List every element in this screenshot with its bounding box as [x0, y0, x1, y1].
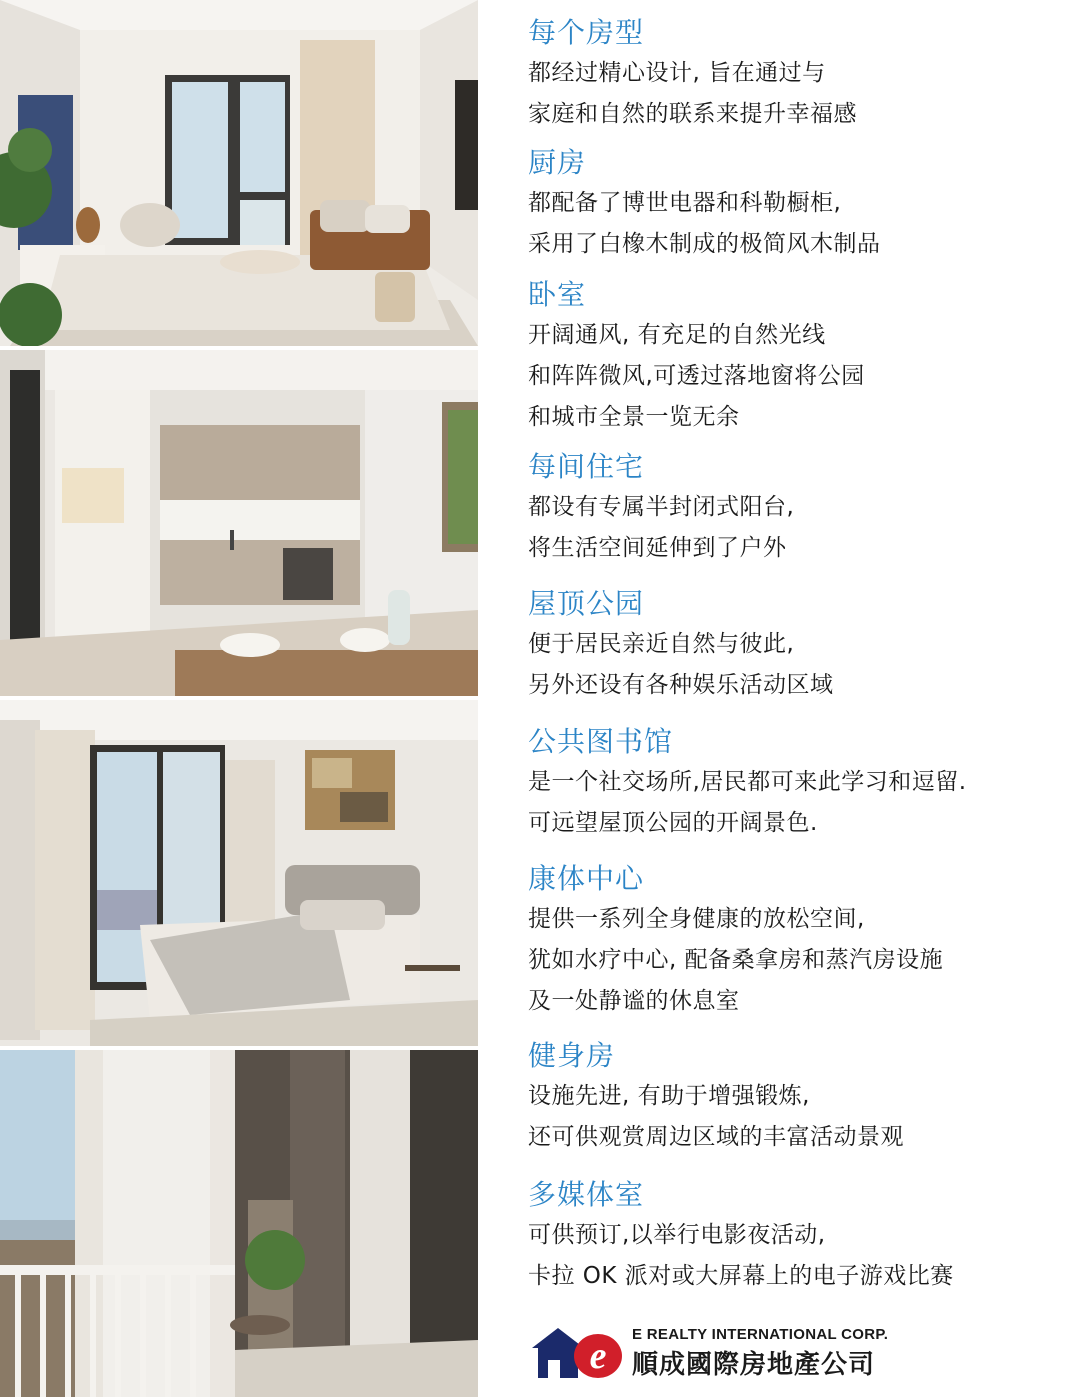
section-line: 是一个社交场所,居民都可来此学习和逗留.: [528, 769, 967, 795]
section-line: 提供一系列全身健康的放松空间,: [528, 906, 865, 932]
section-line: 采用了白橡木制成的极简风木制品: [528, 231, 881, 257]
section-line: 另外还设有各种娱乐活动区域: [528, 672, 834, 698]
section-title: 卧室: [528, 278, 587, 311]
company-logo: [528, 1322, 948, 1382]
section-line: 卡拉 OK 派对或大屏幕上的电子游戏比赛: [528, 1263, 954, 1289]
section-line: 和阵阵微风,可透过落地窗将公园: [528, 363, 865, 389]
section-rooftop-park: [528, 584, 1080, 706]
section-wellness-center: [528, 859, 1080, 1022]
section-line: 都设有专属半封闭式阳台,: [528, 494, 795, 520]
section-line: 及一处静谧的休息室: [528, 988, 740, 1014]
section-title: 每间住宅: [528, 450, 645, 483]
section-kitchen: [528, 143, 1080, 265]
section-line: 开阔通风, 有充足的自然光线: [528, 322, 826, 348]
logo-english-name: E REALTY INTERNATIONAL CORP.: [632, 1326, 889, 1343]
section-line: 可远望屋顶公园的开阔景色.: [528, 810, 818, 836]
section-unit-types: [528, 13, 1080, 135]
section-line: 还可供观赏周边区域的丰富活动景观: [528, 1124, 904, 1150]
living-room-photo: [0, 0, 478, 346]
section-title: 厨房: [528, 146, 587, 179]
section-line: 将生活空间延伸到了户外: [528, 535, 787, 561]
section-title: 康体中心: [528, 862, 645, 895]
section-residence: [528, 447, 1080, 569]
section-title: 多媒体室: [528, 1178, 645, 1211]
section-media-room: [528, 1175, 1080, 1297]
section-line: 设施先进, 有助于增强锻炼,: [528, 1083, 810, 1109]
section-title: 屋顶公园: [528, 587, 645, 620]
section-line: 都经过精心设计, 旨在通过与: [528, 60, 826, 86]
logo-chinese-name: 順成國際房地產公司: [632, 1350, 876, 1380]
section-bedroom: [528, 275, 1080, 438]
section-line: 和城市全景一览无余: [528, 404, 740, 430]
kitchen-photo: [0, 350, 478, 696]
section-title: 每个房型: [528, 16, 645, 49]
section-line: 便于居民亲近自然与彼此,: [528, 631, 795, 657]
section-line: 可供预订,以举行电影夜活动,: [528, 1222, 826, 1248]
section-line: 都配备了博世电器和科勒橱柜,: [528, 190, 842, 216]
svg-text:e: e: [589, 1335, 607, 1377]
balcony-photo: [0, 1050, 478, 1397]
section-library: [528, 722, 1080, 844]
section-title: 健身房: [528, 1039, 616, 1072]
house-e-logo-icon: [528, 1322, 624, 1382]
section-title: 公共图书馆: [528, 725, 674, 758]
bedroom-photo: [0, 700, 478, 1046]
section-line: 犹如水疗中心, 配备桑拿房和蒸汽房设施: [528, 947, 944, 973]
photo-column: [0, 0, 478, 1397]
section-gym: [528, 1036, 1080, 1158]
section-line: 家庭和自然的联系来提升幸福感: [528, 101, 857, 127]
